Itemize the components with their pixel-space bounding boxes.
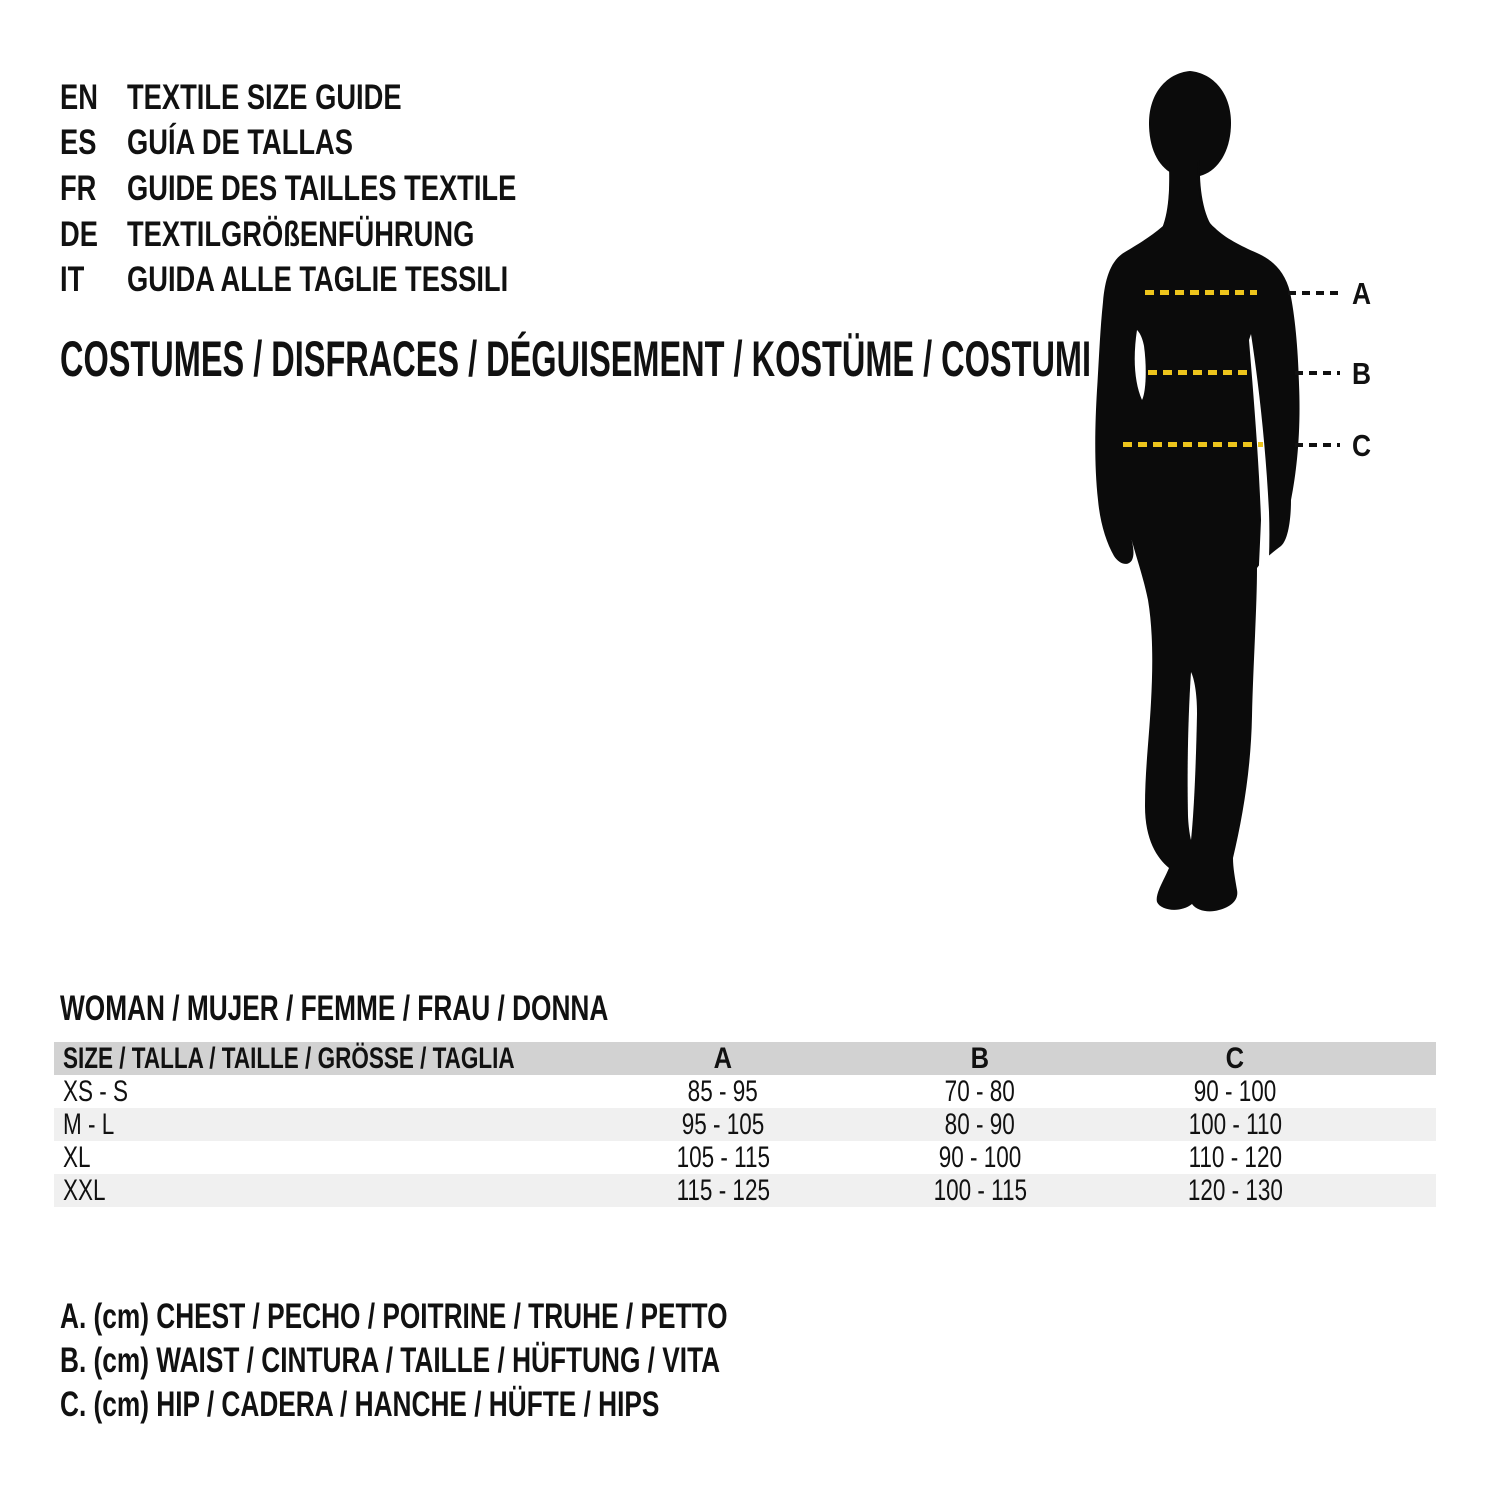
chest-value: 105 - 115 bbox=[676, 1141, 770, 1174]
size-cell: XXL bbox=[63, 1174, 106, 1207]
chest-line-black bbox=[1288, 291, 1340, 295]
hip-value: 120 - 130 bbox=[1187, 1174, 1283, 1207]
table-title-text: WOMAN / MUJER / FEMME / FRAU / DONNA bbox=[60, 989, 609, 1028]
category-heading-text: COSTUMES / DISFRACES / DÉGUISEMENT / KOSTÜME / COSTUMI bbox=[60, 331, 1092, 387]
language-title: GUÍA DE TALLAS bbox=[127, 123, 353, 162]
waist-line-yellow bbox=[1148, 370, 1252, 375]
table-row bbox=[54, 1174, 1436, 1207]
language-title: GUIDA ALLE TAGLIE TESSILI bbox=[127, 260, 509, 299]
size-cell: XS - S bbox=[63, 1075, 129, 1108]
table-row bbox=[54, 1141, 1436, 1174]
hip-line-black bbox=[1295, 443, 1340, 447]
woman-silhouette-svg bbox=[1085, 68, 1305, 918]
waist-value: 70 - 80 bbox=[944, 1075, 1016, 1108]
note-hip: C. (cm) HIP / CADERA / HANCHE / HÜFTE / HIPS bbox=[60, 1385, 660, 1424]
size-table bbox=[54, 1042, 1436, 1207]
waist-line-black bbox=[1295, 371, 1340, 375]
header-c-cell: C bbox=[1225, 1042, 1245, 1075]
header-b-cell: B bbox=[970, 1042, 990, 1075]
language-title: TEXTILE SIZE GUIDE bbox=[127, 78, 402, 117]
table-title bbox=[60, 991, 791, 1027]
language-code: IT bbox=[60, 260, 85, 299]
chest-line-label: A bbox=[1352, 276, 1372, 311]
header-size-cell: SIZE / TALLA / TAILLE / GRÖSSE / TAGLIA bbox=[63, 1042, 515, 1075]
language-code: ES bbox=[60, 123, 97, 162]
waist-value: 80 - 90 bbox=[944, 1108, 1016, 1141]
chest-value: 85 - 95 bbox=[687, 1075, 759, 1108]
chest-value: 95 - 105 bbox=[681, 1108, 765, 1141]
note-chest: A. (cm) CHEST / PECHO / POITRINE / TRUHE / PETTO bbox=[60, 1297, 728, 1336]
hip-line-label: C bbox=[1352, 428, 1372, 463]
waist-value: 100 - 115 bbox=[933, 1174, 1027, 1207]
hip-value: 100 - 110 bbox=[1188, 1108, 1282, 1141]
language-title: TEXTILGRÖßENFÜHRUNG bbox=[127, 215, 475, 254]
table-row bbox=[54, 1108, 1436, 1141]
chest-value: 115 - 125 bbox=[676, 1174, 770, 1207]
hip-value: 90 - 100 bbox=[1193, 1075, 1277, 1108]
language-title: GUIDE DES TAILLES TEXTILE bbox=[127, 169, 517, 208]
size-cell: M - L bbox=[63, 1108, 115, 1141]
waist-value: 90 - 100 bbox=[938, 1141, 1022, 1174]
chest-line-yellow bbox=[1145, 290, 1257, 295]
table-row bbox=[54, 1075, 1436, 1108]
note-waist: B. (cm) WAIST / CINTURA / TAILLE / HÜFTUNG / VITA bbox=[60, 1341, 721, 1380]
language-code: FR bbox=[60, 169, 97, 208]
size-table-header bbox=[54, 1042, 1436, 1075]
language-code: EN bbox=[60, 78, 98, 117]
header-a-cell: A bbox=[713, 1042, 733, 1075]
hip-line-yellow bbox=[1123, 442, 1263, 447]
hip-value: 110 - 120 bbox=[1188, 1141, 1282, 1174]
size-cell: XL bbox=[63, 1141, 91, 1174]
waist-line-label: B bbox=[1352, 356, 1372, 391]
woman-silhouette bbox=[1085, 68, 1305, 918]
language-code: DE bbox=[60, 215, 98, 254]
